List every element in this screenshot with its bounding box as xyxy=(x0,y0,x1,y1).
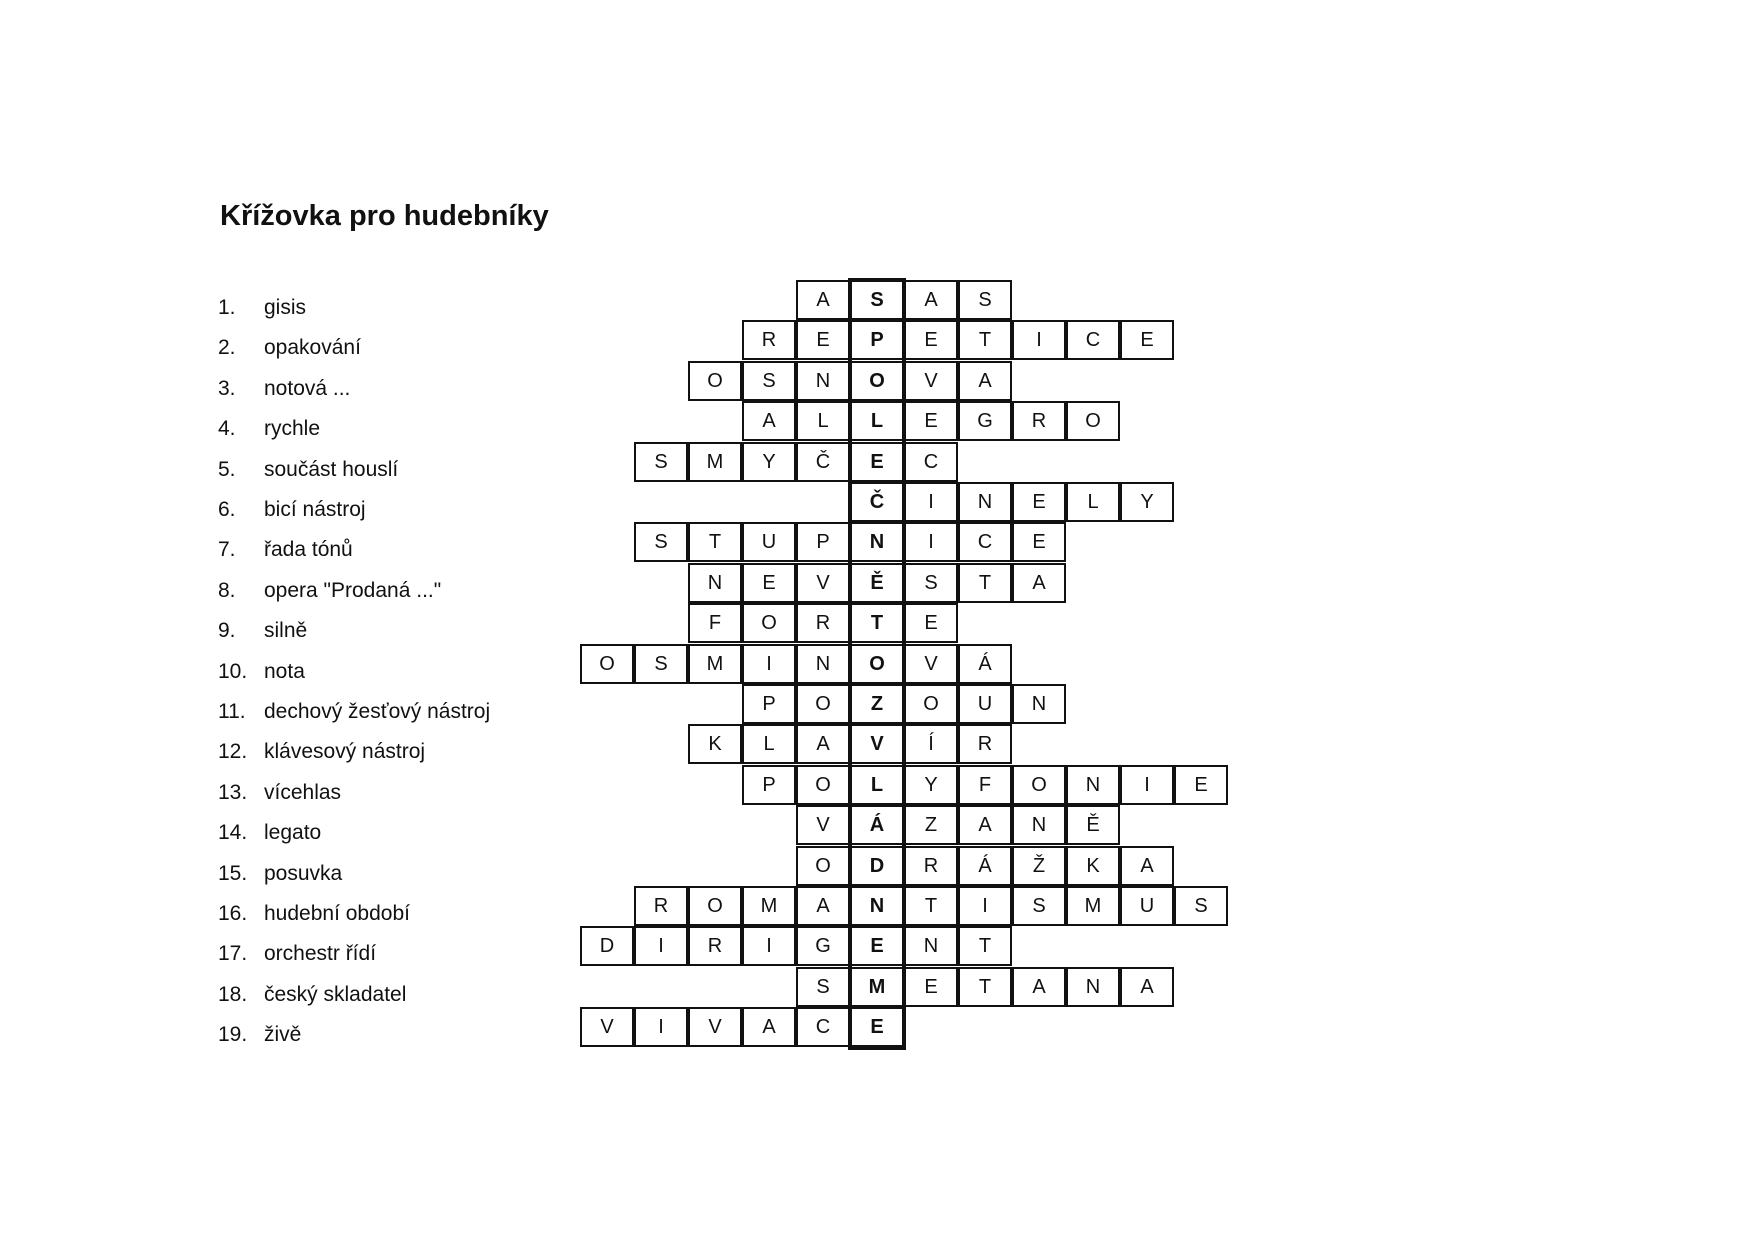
letter-cell[interactable]: N xyxy=(688,563,742,603)
letter-cell[interactable]: A xyxy=(1120,967,1174,1007)
clue-number: 12. xyxy=(218,740,248,764)
letter-cell[interactable]: A xyxy=(1120,846,1174,886)
clue-text: český skladatel xyxy=(264,982,407,1006)
letter-cell[interactable]: V xyxy=(796,805,850,845)
letter-cell[interactable]: O xyxy=(1012,765,1066,805)
clue-number: 4. xyxy=(218,417,236,441)
clue-text: orchestr řídí xyxy=(264,942,377,966)
letter-cell[interactable]: T xyxy=(958,563,1012,603)
letter-cell[interactable]: S xyxy=(958,280,1012,320)
letter-cell[interactable]: G xyxy=(796,926,850,966)
letter-cell[interactable]: E xyxy=(742,563,796,603)
letter-cell[interactable]: T xyxy=(958,320,1012,360)
letter-cell[interactable]: O xyxy=(688,361,742,401)
letter-cell[interactable]: V xyxy=(904,361,958,401)
letter-cell[interactable]: L xyxy=(742,724,796,764)
letter-cell[interactable]: A xyxy=(958,361,1012,401)
letter-cell[interactable]: I xyxy=(904,482,958,522)
solution-cell[interactable]: Z xyxy=(850,684,904,724)
letter-cell[interactable]: N xyxy=(1012,805,1066,845)
solution-cell[interactable]: E xyxy=(850,442,904,482)
letter-cell[interactable]: P xyxy=(742,765,796,805)
clue-number: 16. xyxy=(218,902,248,925)
letter-cell[interactable]: P xyxy=(796,522,850,562)
letter-cell[interactable]: I xyxy=(1120,765,1174,805)
letter-cell[interactable]: R xyxy=(688,926,742,966)
solution-cell[interactable]: T xyxy=(850,603,904,643)
letter-cell[interactable]: O xyxy=(688,886,742,926)
letter-cell[interactable]: L xyxy=(796,401,850,441)
letter-cell[interactable]: A xyxy=(796,886,850,926)
letter-cell[interactable]: Y xyxy=(904,765,958,805)
letter-cell[interactable]: I xyxy=(634,926,688,966)
letter-cell[interactable]: V xyxy=(796,563,850,603)
clue-number: 11. xyxy=(218,700,246,723)
letter-cell[interactable]: Á xyxy=(958,644,1012,684)
clue-text: vícehlas xyxy=(264,780,342,804)
clue-text: posuvka xyxy=(264,861,343,885)
letter-cell[interactable]: T xyxy=(688,522,742,562)
letter-cell[interactable]: R xyxy=(1012,401,1066,441)
letter-cell[interactable]: N xyxy=(1066,765,1120,805)
letter-cell[interactable]: R xyxy=(958,724,1012,764)
solution-cell[interactable]: V xyxy=(850,724,904,764)
letter-cell[interactable]: T xyxy=(958,926,1012,966)
letter-cell[interactable]: E xyxy=(1120,320,1174,360)
letter-cell[interactable]: S xyxy=(1012,886,1066,926)
clue-number: 18. xyxy=(218,982,248,1006)
solution-cell[interactable]: S xyxy=(850,280,904,320)
solution-cell[interactable]: P xyxy=(850,320,904,360)
clue-number: 13. xyxy=(218,780,248,804)
clue-number: 5. xyxy=(218,457,236,481)
clue-text: nota xyxy=(264,659,305,683)
letter-cell[interactable]: R xyxy=(904,846,958,886)
letter-cell[interactable]: M xyxy=(1066,886,1120,926)
letter-cell[interactable]: Í xyxy=(904,724,958,764)
letter-cell[interactable]: U xyxy=(742,522,796,562)
clue-text: rychle xyxy=(264,417,321,441)
letter-cell[interactable]: K xyxy=(688,724,742,764)
letter-cell[interactable]: V xyxy=(688,1007,742,1047)
letter-cell[interactable]: I xyxy=(904,522,958,562)
letter-cell[interactable]: I xyxy=(958,886,1012,926)
clue-number: 8. xyxy=(218,578,236,602)
clue-text: živě xyxy=(264,1023,302,1047)
clue-number: 7. xyxy=(218,538,236,562)
letter-cell[interactable]: R xyxy=(634,886,688,926)
letter-cell[interactable]: C xyxy=(1066,320,1120,360)
letter-cell[interactable]: N xyxy=(1012,684,1066,724)
letter-cell[interactable]: S xyxy=(634,442,688,482)
letter-cell[interactable]: U xyxy=(958,684,1012,724)
letter-cell[interactable]: P xyxy=(742,684,796,724)
letter-cell[interactable]: O xyxy=(796,765,850,805)
solution-cell[interactable]: Ě xyxy=(850,563,904,603)
clue-number: 1. xyxy=(218,296,236,319)
solution-cell[interactable]: M xyxy=(850,967,904,1007)
clue-text: notová ... xyxy=(264,376,351,400)
letter-cell[interactable]: Ě xyxy=(1066,805,1120,845)
letter-cell[interactable]: R xyxy=(796,603,850,643)
letter-cell[interactable]: S xyxy=(634,522,688,562)
letter-cell[interactable]: A xyxy=(958,805,1012,845)
letter-cell[interactable]: L xyxy=(1066,482,1120,522)
letter-cell[interactable]: G xyxy=(958,401,1012,441)
letter-cell[interactable]: A xyxy=(904,280,958,320)
clue-number: 6. xyxy=(218,498,236,521)
solution-cell[interactable]: Á xyxy=(850,805,904,845)
clue-text: bicí nástroj xyxy=(264,498,366,521)
letter-cell[interactable]: K xyxy=(1066,846,1120,886)
letter-cell[interactable]: N xyxy=(796,644,850,684)
clue-number: 19. xyxy=(218,1023,248,1047)
solution-cell[interactable]: Č xyxy=(850,482,904,522)
letter-cell[interactable]: N xyxy=(904,926,958,966)
solution-cell[interactable]: E xyxy=(850,926,904,966)
clue-number: 9. xyxy=(218,619,236,643)
letter-cell[interactable]: S xyxy=(742,361,796,401)
letter-cell[interactable]: O xyxy=(796,846,850,886)
letter-cell[interactable]: E xyxy=(1012,522,1066,562)
solution-cell[interactable]: N xyxy=(850,886,904,926)
letter-cell[interactable]: I xyxy=(634,1007,688,1047)
letter-cell[interactable]: A xyxy=(796,280,850,320)
letter-cell[interactable]: F xyxy=(958,765,1012,805)
letter-cell[interactable]: Č xyxy=(796,442,850,482)
letter-cell[interactable]: O xyxy=(904,684,958,724)
letter-cell[interactable]: R xyxy=(742,320,796,360)
solution-cell[interactable]: D xyxy=(850,846,904,886)
letter-cell[interactable]: S xyxy=(1174,886,1228,926)
letter-cell[interactable]: I xyxy=(742,926,796,966)
letter-cell[interactable]: S xyxy=(634,644,688,684)
clue-number: 17. xyxy=(218,942,248,966)
clue-text: gisis xyxy=(264,296,307,319)
clue-number: 15. xyxy=(218,861,248,885)
clue-number: 3. xyxy=(218,376,236,400)
letter-cell[interactable]: E xyxy=(1012,482,1066,522)
solution-cell[interactable]: N xyxy=(850,522,904,562)
page-title: Křížovka pro hudebníky xyxy=(220,200,549,232)
letter-cell[interactable]: E xyxy=(1174,765,1228,805)
letter-cell[interactable]: O xyxy=(580,644,634,684)
letter-cell[interactable]: E xyxy=(904,967,958,1007)
letter-cell[interactable]: E xyxy=(904,401,958,441)
letter-cell[interactable]: N xyxy=(796,361,850,401)
solution-cell[interactable]: L xyxy=(850,401,904,441)
letter-cell[interactable]: A xyxy=(1012,967,1066,1007)
letter-cell[interactable]: Y xyxy=(742,442,796,482)
letter-cell[interactable]: M xyxy=(688,442,742,482)
letter-cell[interactable]: F xyxy=(688,603,742,643)
letter-cell[interactable]: O xyxy=(796,684,850,724)
clue-text: řada tónů xyxy=(264,538,353,562)
letter-cell[interactable]: M xyxy=(688,644,742,684)
letter-cell[interactable]: D xyxy=(580,926,634,966)
letter-cell[interactable]: T xyxy=(904,886,958,926)
clue-text: legato xyxy=(264,821,322,845)
letter-cell[interactable]: S xyxy=(904,563,958,603)
clue-text: součást houslí xyxy=(264,457,399,481)
letter-cell[interactable]: U xyxy=(1120,886,1174,926)
letter-cell[interactable]: V xyxy=(904,644,958,684)
letter-cell[interactable]: Ž xyxy=(1012,846,1066,886)
letter-cell[interactable]: Á xyxy=(958,846,1012,886)
clue-number: 10. xyxy=(218,659,248,683)
clue-text: opakování xyxy=(264,336,361,360)
letter-cell[interactable]: E xyxy=(796,320,850,360)
letter-cell[interactable]: N xyxy=(958,482,1012,522)
letter-cell[interactable]: Z xyxy=(904,805,958,845)
letter-cell[interactable]: A xyxy=(796,724,850,764)
letter-cell[interactable]: M xyxy=(742,886,796,926)
letter-cell[interactable]: E xyxy=(904,603,958,643)
letter-cell[interactable]: A xyxy=(742,401,796,441)
letter-cell[interactable]: C xyxy=(904,442,958,482)
letter-cell[interactable]: O xyxy=(1066,401,1120,441)
letter-cell[interactable]: T xyxy=(958,967,1012,1007)
solution-cell[interactable]: O xyxy=(850,361,904,401)
clue-number: 14. xyxy=(218,821,248,845)
solution-cell[interactable]: E xyxy=(850,1007,904,1047)
letter-cell[interactable]: V xyxy=(580,1007,634,1047)
clue-text: hudební období xyxy=(264,902,410,925)
letter-cell[interactable]: A xyxy=(1012,563,1066,603)
solution-cell[interactable]: L xyxy=(850,765,904,805)
letter-cell[interactable]: C xyxy=(958,522,1012,562)
letter-cell[interactable]: Y xyxy=(1120,482,1174,522)
clue-text: silně xyxy=(264,619,308,643)
letter-cell[interactable]: I xyxy=(1012,320,1066,360)
letter-cell[interactable]: A xyxy=(742,1007,796,1047)
letter-cell[interactable]: E xyxy=(904,320,958,360)
letter-cell[interactable]: O xyxy=(742,603,796,643)
clue-text: dechový žesťový nástroj xyxy=(264,700,491,723)
clue-number: 2. xyxy=(218,336,236,360)
solution-cell[interactable]: O xyxy=(850,644,904,684)
letter-cell[interactable]: C xyxy=(796,1007,850,1047)
letter-cell[interactable]: S xyxy=(796,967,850,1007)
clue-text: klávesový nástroj xyxy=(264,740,426,764)
letter-cell[interactable]: N xyxy=(1066,967,1120,1007)
letter-cell[interactable]: I xyxy=(742,644,796,684)
clue-text: opera "Prodaná ..." xyxy=(264,578,442,602)
